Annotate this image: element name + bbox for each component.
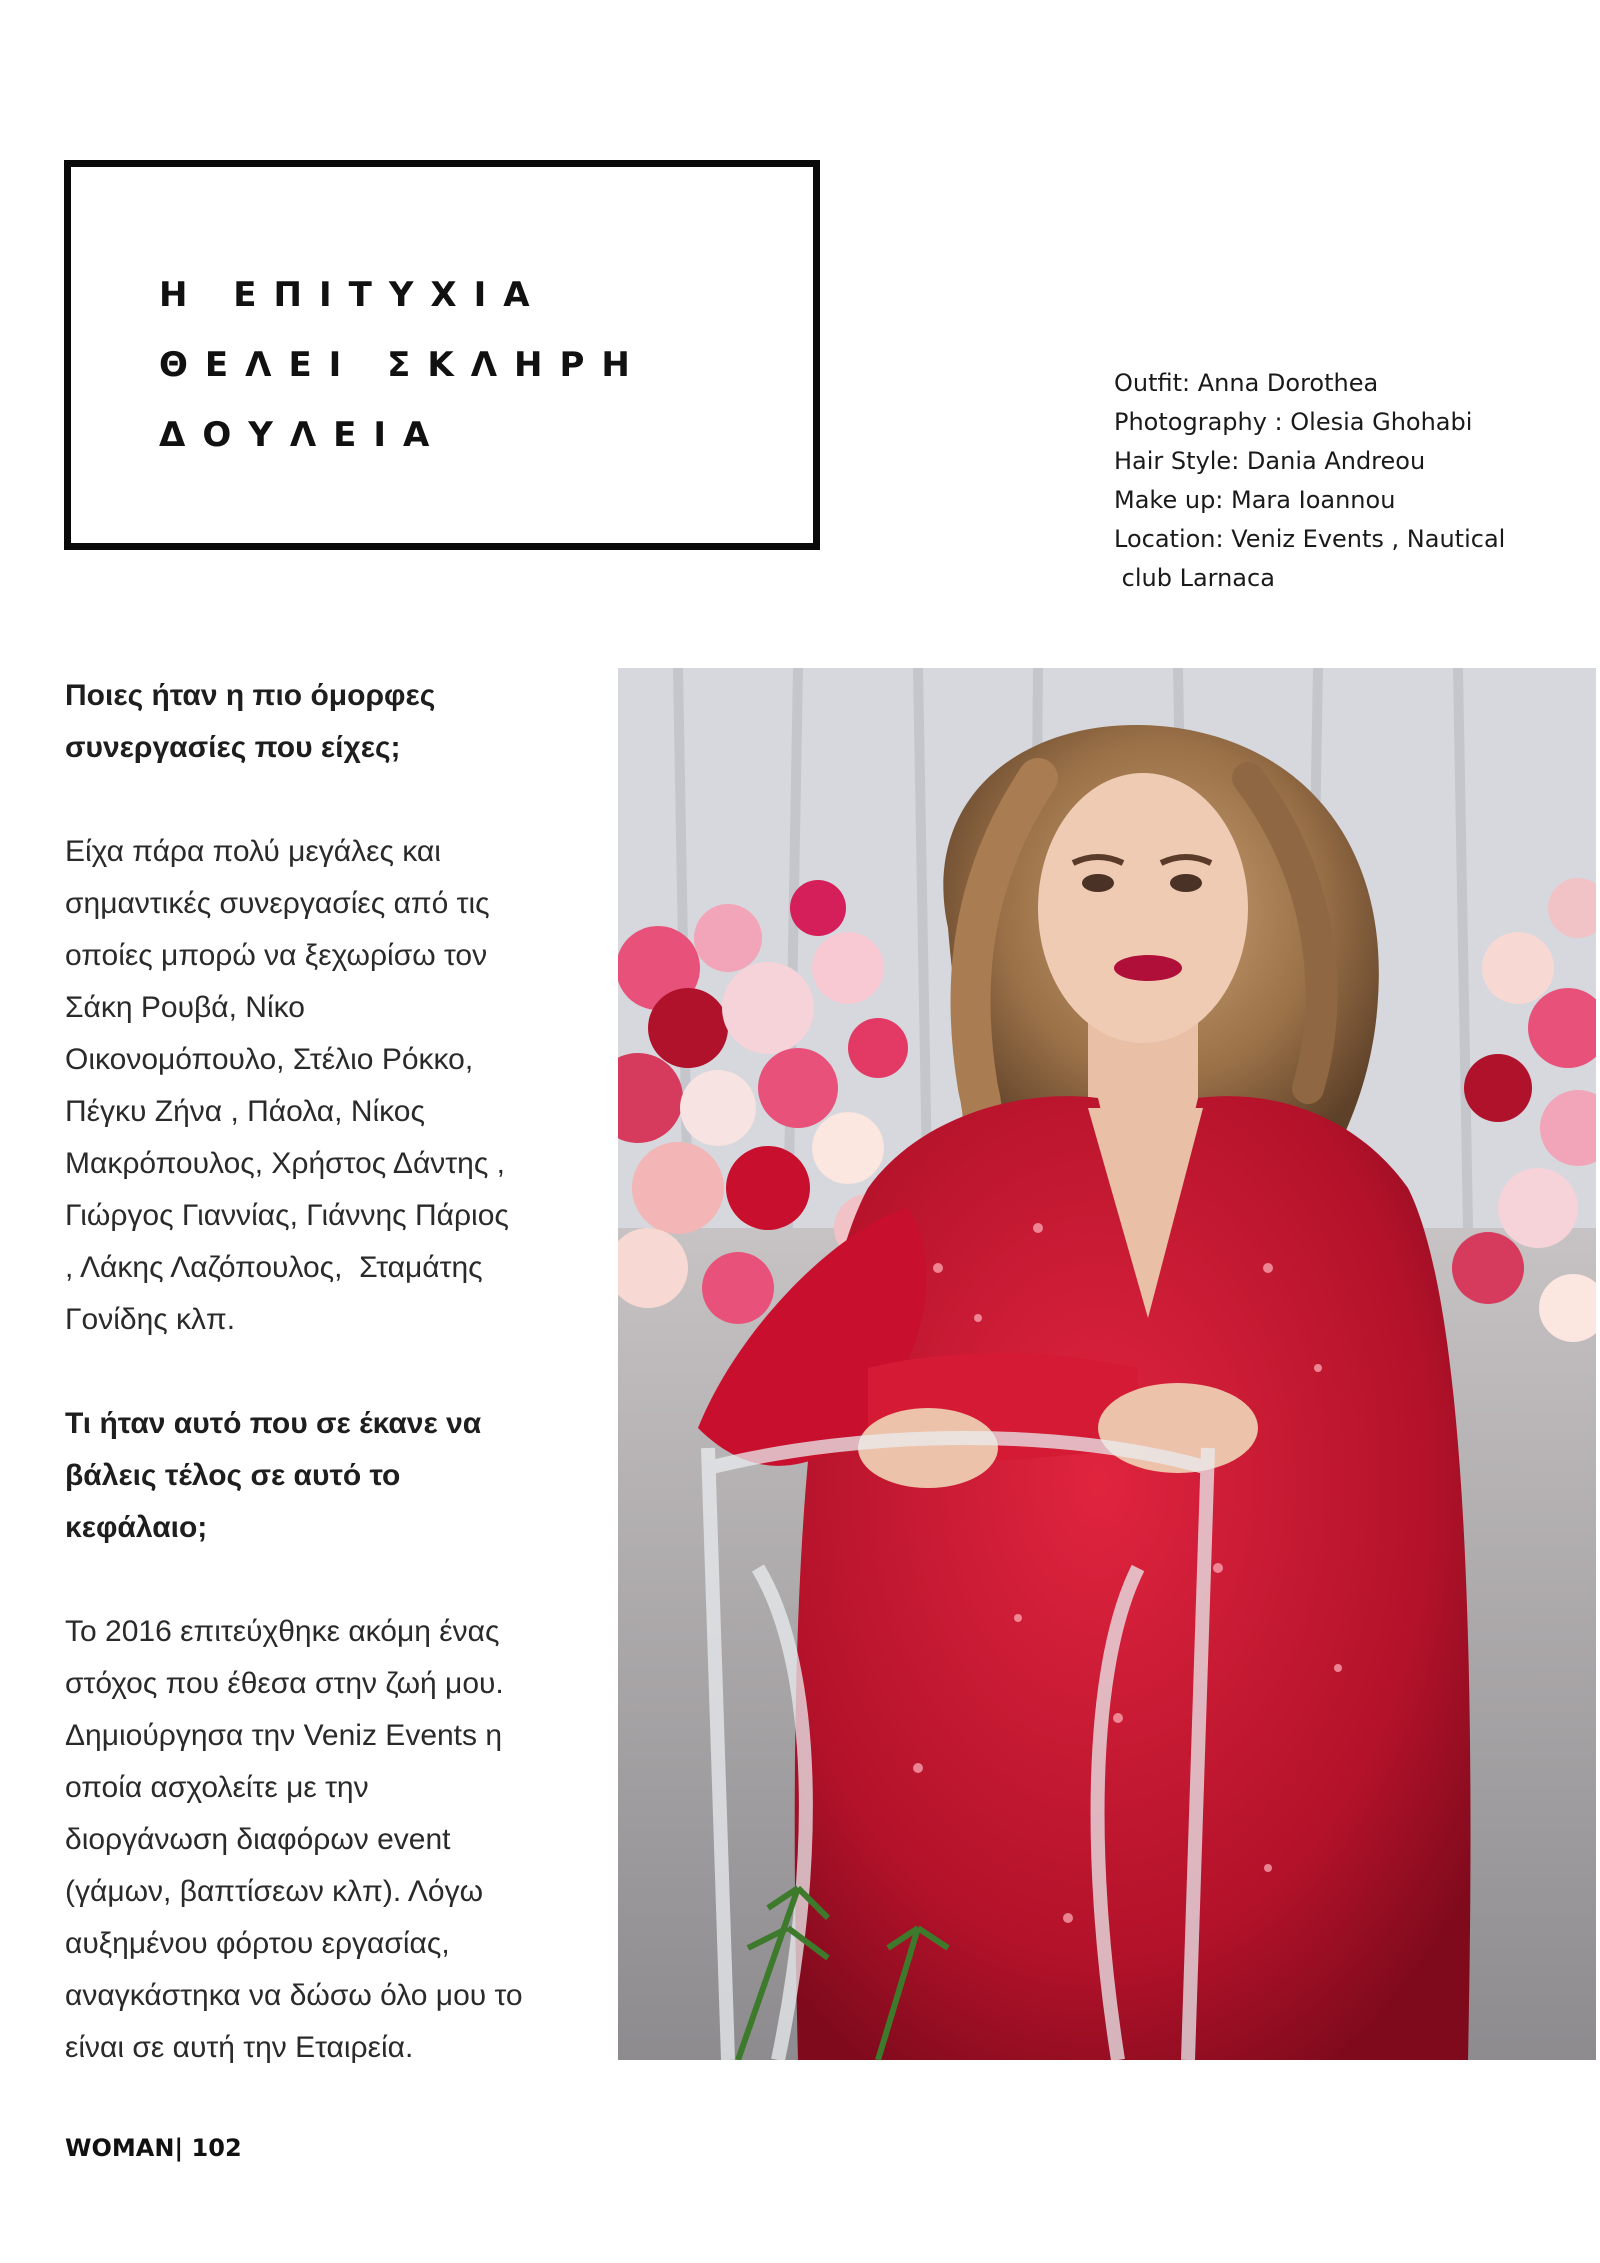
credit-photography: Photography : Olesia Ghohabi xyxy=(1114,408,1473,436)
title-line-2: ΘΕΛΕΙ ΣΚΛΗΡΗ xyxy=(159,345,647,385)
answer-2-line: αναγκάστηκα να δώσω όλο μου το xyxy=(65,1979,523,2012)
answer-1-line: Σάκη Ρουβά, Νίκο xyxy=(65,991,305,1024)
answer-1-line: Πέγκυ Ζήνα , Πάολα, Νίκος xyxy=(65,1095,425,1128)
answer-2-line: Το 2016 επιτεύχθηκε ακόμη ένας xyxy=(65,1615,500,1648)
answer-2-line: στόχος που έθεσα στην ζωή μου. xyxy=(65,1667,504,1700)
credit-makeup: Make up: Mara Ioannou xyxy=(1114,486,1396,514)
answer-2-line: διοργάνωση διαφόρων event xyxy=(65,1823,451,1856)
answer-1-line: , Λάκης Λαζόπουλος, Σταμάτης xyxy=(65,1251,483,1284)
answer-2-line: οποία ασχολείτε με την xyxy=(65,1771,369,1804)
title-line-3: ΔΟΥΛΕΙΑ xyxy=(159,415,447,455)
question-2-line: Τι ήταν αυτό που σε έκανε να xyxy=(65,1407,482,1440)
answer-1-line: σημαντικές συνεργασίες από τις xyxy=(65,887,490,920)
portrait-illustration xyxy=(618,668,1596,2060)
credit-location-cont: club Larnaca xyxy=(1114,564,1275,592)
answer-2-line: είναι σε αυτή την Εταιρεία. xyxy=(65,2031,414,2064)
answer-1-line: Είχα πάρα πολύ μεγάλες και xyxy=(65,835,441,868)
answer-1-line: Γονίδης κλπ. xyxy=(65,1303,236,1336)
answer-2-line: (γάμων, βαπτίσεων κλπ). Λόγω xyxy=(65,1875,484,1908)
answer-2-line: Δημιούργησα την Veniz Events η xyxy=(65,1719,503,1752)
question-2-line: βάλεις τέλος σε αυτό το xyxy=(65,1459,401,1492)
photo-credits xyxy=(1114,364,1564,598)
answer-1-line: οποίες μπορώ να ξεχωρίσω τον xyxy=(65,939,488,972)
answer-1-line: Γιώργος Γιαννίας, Γιάννης Πάριος xyxy=(65,1199,509,1232)
credit-hair: Hair Style: Dania Andreou xyxy=(1114,447,1426,475)
question-2-line: κεφάλαιο; xyxy=(65,1511,208,1544)
answer-1-line: Μακρόπουλος, Χρήστος Δάντης , xyxy=(65,1147,505,1180)
question-1-line: Ποιες ήταν η πιο όμορφες xyxy=(65,679,436,712)
answer-2-line: αυξημένου φόρτου εργασίας, xyxy=(65,1927,450,1960)
credit-location: Location: Veniz Events , Nautical xyxy=(1114,525,1506,553)
title-box xyxy=(64,160,820,550)
page-footer: WOMAN| 102 xyxy=(65,2134,242,2162)
question-1-line: συνεργασίες που είχες; xyxy=(65,731,401,764)
credit-outfit: Outfit: Anna Dorothea xyxy=(1114,369,1379,397)
portrait-photo xyxy=(618,668,1596,2060)
article-body xyxy=(65,670,585,2074)
title-line-1: Η ΕΠΙΤΥΧΙΑ xyxy=(159,275,547,315)
answer-1-line: Οικονομόπουλο, Στέλιο Ρόκκο, xyxy=(65,1043,474,1076)
